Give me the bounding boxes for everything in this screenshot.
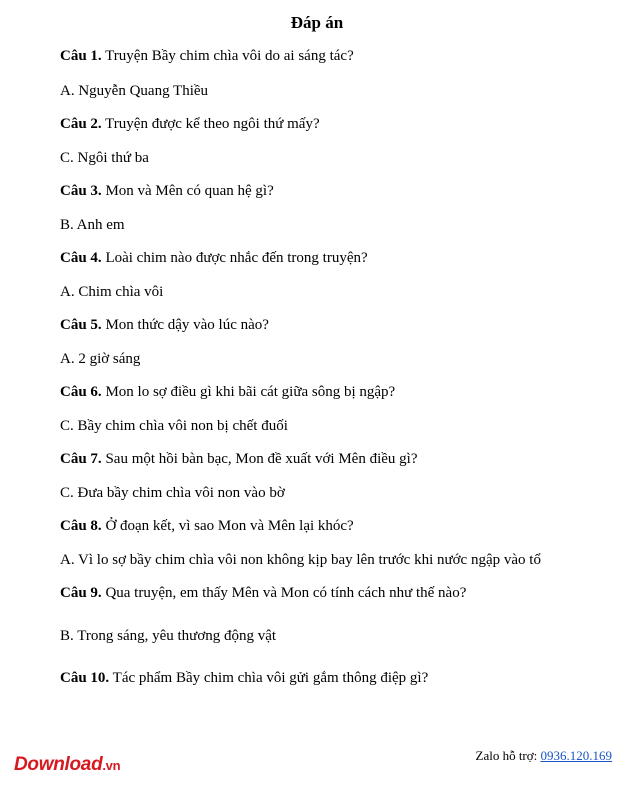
question-text: Truyện được kể theo ngôi thứ mấy? [105,116,320,132]
question-text: Mon và Mên có quan hệ gì? [105,183,274,199]
answer-8: A. Vì lo sợ bầy chim chìa vôi non không kịp bay lên trước khi nước ngập vào tổ [60,552,541,568]
download-logo[interactable] [14,754,120,776]
question-label: Câu 1. [60,48,102,64]
question-6 [60,384,395,401]
logo-text: Download [14,754,103,775]
answer-4: A. Chim chìa vôi [60,284,164,300]
question-text: Qua truyện, em thấy Mên và Mon có tính cách như thế nào? [105,585,467,601]
question-text: Truyện Bầy chim chìa vôi do ai sáng tác? [105,48,354,64]
question-label: Câu 2. [60,116,102,132]
question-label: Câu 5. [60,317,102,333]
question-10 [60,670,428,687]
zalo-contact [476,748,613,764]
question-label: Câu 8. [60,518,102,534]
document-title: Đáp án [290,13,344,32]
answer-7: C. Đưa bầy chim chìa vôi non vào bờ [60,485,285,501]
question-label: Câu 7. [60,451,102,467]
question-text: Tác phẩm Bầy chim chìa vôi gửi gắm thông điệp gì? [112,670,429,686]
question-9 [60,585,466,602]
question-label: Câu 6. [60,384,102,400]
question-text: Ở đoạn kết, vì sao Mon và Mên lại khóc? [105,518,354,534]
answer-1: A. Nguyễn Quang Thiều [60,83,209,99]
question-text: Mon lo sợ điều gì khi bãi cát giữa sông bị ngập? [105,384,396,400]
question-1 [60,48,354,65]
question-2 [60,116,320,133]
question-label: Câu 4. [60,250,102,266]
question-3 [60,183,274,200]
question-8 [60,518,354,535]
contact-phone-link[interactable]: 0936.120.169 [540,748,612,763]
question-text: Mon thức dậy vào lúc nào? [105,317,269,333]
answer-2: C. Ngôi thứ ba [60,150,149,166]
answer-3: B. Anh em [60,217,125,233]
question-label: Câu 3. [60,183,102,199]
question-text: Loài chim nào được nhắc đến trong truyện? [105,250,368,266]
answer-5: A. 2 giờ sáng [60,351,141,367]
answer-9: B. Trong sáng, yêu thương động vật [60,628,277,644]
logo-suffix: .vn [102,758,121,773]
answer-6: C. Bầy chim chìa vôi non bị chết đuối [60,418,288,434]
question-7 [60,451,417,468]
question-text: Sau một hồi bàn bạc, Mon đề xuất với Mên điều gì? [105,451,418,467]
question-4 [60,250,368,267]
contact-label: Zalo hỗ trợ: [475,748,538,763]
question-label: Câu 10. [60,670,110,686]
question-label: Câu 9. [60,585,102,601]
question-5 [60,317,269,334]
